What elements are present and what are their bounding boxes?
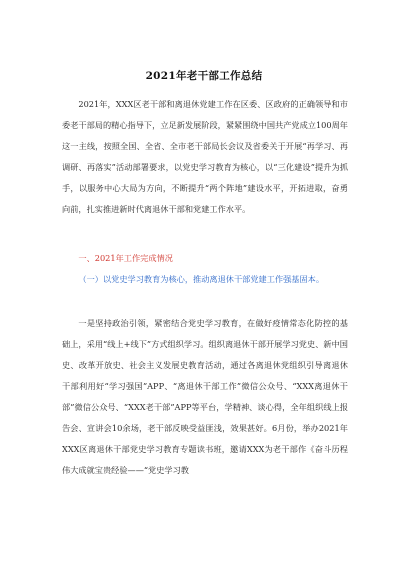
document-title: 2021年老干部工作总结 [145, 70, 263, 82]
section-heading: 一、2021年工作完成情况 [78, 253, 173, 263]
intro-paragraph: 2021年，XXX区老干部和离退休党建工作在区委、区政府的正确领导和市委老干部局的精心指导下，立足新发展阶段，紧紧围绕中国共产党成立100周年这一主线，按照全国、全省、全市老干部局长会议及省委关于开展“再学习、再调研、再落实”活动部署要求，以党史学习教育为核心，以“三化建设”提升为抓手，以服务中心大局为方向，不断提升“两个阵地”建设水平，开拓进取，奋勇向前，扎实推进新时代离退休干部和党建工作水平。 [62, 99, 348, 214]
subsection-heading: （一）以党史学习教育为核心，推动离退休干部党建工作强基固本。 [78, 274, 325, 284]
body-paragraph: 一是坚持政治引领，紧密结合党史学习教育，在做好疫情常态化防控的基础上，采用“线上+线下”方式组织学习。组织离退休干部开展学习党史、新中国史、改革开放史、社会主义发展史教育活动，通过各离退休党组织引导离退休干部利用好“学习强国”APP、“离退休干部工作”微信公众号、“XXX离退休干部”微信公众号、“XXX老干部”APP等平台，学精神、谈心得，全年组织线上报告会、宣讲会10余场，老干部反映受益匪浅，效果甚好。6月份，举办2021年XXX区离退休干部党史学习教育专题读书班，邀请XXX为老干部作《奋斗历程伟大成就宝贵经验——“党史学习教 [62, 318, 348, 475]
